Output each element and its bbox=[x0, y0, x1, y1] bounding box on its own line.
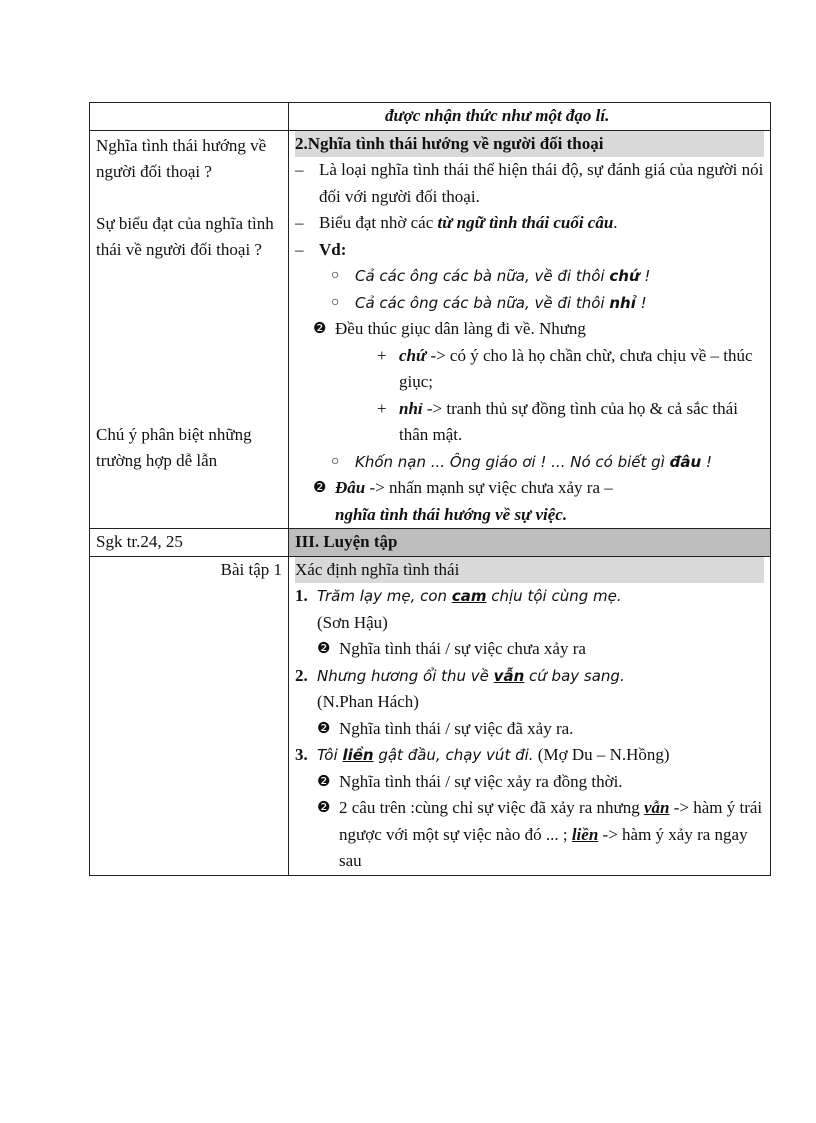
keyword: nhỉ bbox=[609, 293, 636, 312]
text: -> tranh thủ sự đồng tình của họ & cả sắc thái thân mật. bbox=[399, 398, 738, 444]
list-item: – Biểu đạt nhờ các từ ngữ tình thái cuối câu. bbox=[295, 213, 618, 232]
text: Tôi bbox=[317, 746, 343, 764]
plus-item: + nhỉ -> tranh thủ sự đồng tình của họ & cả sắc thái thân mật. bbox=[377, 398, 738, 444]
bullet-item: ❷ Đâu -> nhấn mạnh sự việc chưa xảy ra – nghĩa tình thái hướng về sự việc. bbox=[313, 478, 613, 524]
text: cứ bay sang. bbox=[524, 666, 625, 685]
list-item: – Vd: bbox=[295, 237, 764, 264]
right-cell bbox=[289, 103, 771, 131]
plus-item: + chứ -> có ý cho là họ chần chừ, chưa chịu về – thúc giục; bbox=[377, 345, 753, 391]
keyword: liền bbox=[571, 824, 599, 844]
item-number: 2. bbox=[295, 665, 308, 685]
keyword: liền bbox=[342, 746, 374, 764]
source: (N.Phan Hách) bbox=[317, 692, 419, 711]
example-item: ○ Khốn nạn ... Ông giáo ơi ! ... Nó có biết gì đâu ! bbox=[331, 452, 712, 471]
table-row bbox=[90, 130, 771, 529]
text: Nghĩa tình thái / sự việc đã xảy ra. bbox=[339, 718, 574, 738]
text: 2 câu trên :cùng chỉ sự việc đã xảy ra nhưng bbox=[339, 798, 644, 817]
list-item bbox=[295, 663, 764, 716]
list-item: – Là loại nghĩa tình thái thể hiện thái độ, sự đánh giá của người nói đối với người đối thoại. bbox=[295, 157, 764, 210]
bullet-item: ❷ Đều thúc giục dân làng đi về. Nhưng bbox=[295, 316, 764, 343]
example-label: Vd: bbox=[319, 239, 347, 259]
exercise-label: Bài tập 1 bbox=[220, 559, 282, 579]
section-heading: 2.Nghĩa tình thái hướng về người đối thoại bbox=[295, 131, 764, 158]
item-number: 1. bbox=[295, 586, 308, 605]
text: Trăm lạy mẹ, con bbox=[317, 587, 452, 605]
keyword: nhỉ bbox=[399, 398, 423, 418]
right-cell bbox=[289, 529, 771, 557]
text: Biểu đạt nhờ các bbox=[319, 213, 438, 232]
exercise-heading: Xác định nghĩa tình thái bbox=[295, 557, 764, 584]
result-item: ❷ 2 câu trên :cùng chỉ sự việc đã xảy ra nhưng vẫn -> hàm ý trái ngược với một sự việc nào đó ... ; liền -> hàm ý xảy ra ngay sau bbox=[317, 798, 763, 870]
table-row bbox=[90, 556, 771, 875]
result-item: ❷ Nghĩa tình thái / sự việc xảy ra đồng thời. bbox=[295, 769, 764, 796]
text: Nghĩa tình thái / sự việc xảy ra đồng thời. bbox=[339, 771, 623, 791]
emphasis: từ ngữ tình thái cuối câu bbox=[437, 213, 614, 232]
text: -> hàm ý xảy ra ngay sau bbox=[339, 824, 748, 870]
right-cell bbox=[289, 130, 771, 529]
table-row bbox=[90, 103, 771, 131]
left-cell bbox=[90, 130, 289, 529]
text: Đều thúc giục dân làng đi về. Nhưng bbox=[335, 319, 586, 338]
item-number: 3. bbox=[295, 745, 308, 764]
text: Cả các ông các bà nữa, về đi thôi bbox=[355, 267, 610, 285]
question-3: Chú ý phân biệt những trường hợp dễ lẫn bbox=[96, 424, 252, 470]
list-item bbox=[295, 583, 764, 636]
text: -> hàm ý trái ngược với một sự việc nào đó ... ; bbox=[339, 798, 763, 844]
keyword: chứ bbox=[399, 345, 427, 365]
definition: Là loại nghĩa tình thái thể hiện thái độ, sự đánh giá của người nói đối với người đối thoại. bbox=[319, 160, 764, 206]
example-item: ○ Cả các ông các bà nữa, về đi thôi nhỉ ! bbox=[331, 293, 647, 312]
text: ! bbox=[701, 452, 712, 471]
keyword: Đâu bbox=[335, 478, 366, 497]
table-row bbox=[90, 529, 771, 557]
moral-line: được nhận thức như một đạo lí. bbox=[385, 106, 610, 125]
source: (Sơn Hậu) bbox=[317, 612, 388, 632]
text: . bbox=[613, 213, 618, 232]
keyword: chứ bbox=[609, 267, 640, 285]
keyword: vẫn bbox=[643, 798, 670, 817]
section-heading: III. Luyện tập bbox=[295, 532, 398, 551]
left-cell bbox=[90, 529, 289, 557]
text: Nghĩa tình thái / sự việc chưa xảy ra bbox=[339, 639, 586, 658]
text: Cả các ông các bà nữa, về đi thôi bbox=[355, 293, 610, 312]
text: -> có ý cho là họ chần chừ, chưa chịu về – thúc giục; bbox=[399, 345, 753, 391]
keyword: cam bbox=[451, 587, 487, 605]
example-item: ○ Cả các ông các bà nữa, về đi thôi chứ ! bbox=[331, 267, 651, 285]
text: Khốn nạn ... Ông giáo ơi ! ... Nó có biết gì bbox=[355, 452, 670, 471]
source: (Mợ Du – N.Hồng) bbox=[533, 745, 670, 764]
question-2: Sự biểu đạt của nghĩa tình thái về người đối thoại ? bbox=[96, 213, 274, 259]
lesson-table bbox=[89, 102, 771, 876]
result-item: ❷ Nghĩa tình thái / sự việc đã xảy ra. bbox=[295, 716, 764, 743]
text: chịu tội cùng mẹ. bbox=[486, 587, 622, 605]
right-cell bbox=[289, 556, 771, 875]
emphasis: nghĩa tình thái hướng về sự việc. bbox=[335, 504, 568, 524]
reference: Sgk tr.24, 25 bbox=[96, 532, 183, 551]
text: -> nhấn mạnh sự việc chưa xảy ra – bbox=[365, 478, 613, 497]
list-item bbox=[295, 742, 764, 769]
text: ! bbox=[639, 267, 651, 285]
keyword: đâu bbox=[669, 452, 702, 471]
keyword: vẫn bbox=[493, 666, 525, 685]
left-cell bbox=[90, 103, 289, 131]
left-cell bbox=[90, 556, 289, 875]
text: ! bbox=[635, 293, 647, 312]
text: gật đầu, chạy vút đi. bbox=[373, 746, 534, 764]
question-1: Nghĩa tình thái hướng về người đối thoại ? bbox=[96, 135, 267, 181]
text: Nhưng hương ổi thu về bbox=[317, 666, 494, 685]
result-item: ❷ Nghĩa tình thái / sự việc chưa xảy ra bbox=[295, 636, 764, 663]
